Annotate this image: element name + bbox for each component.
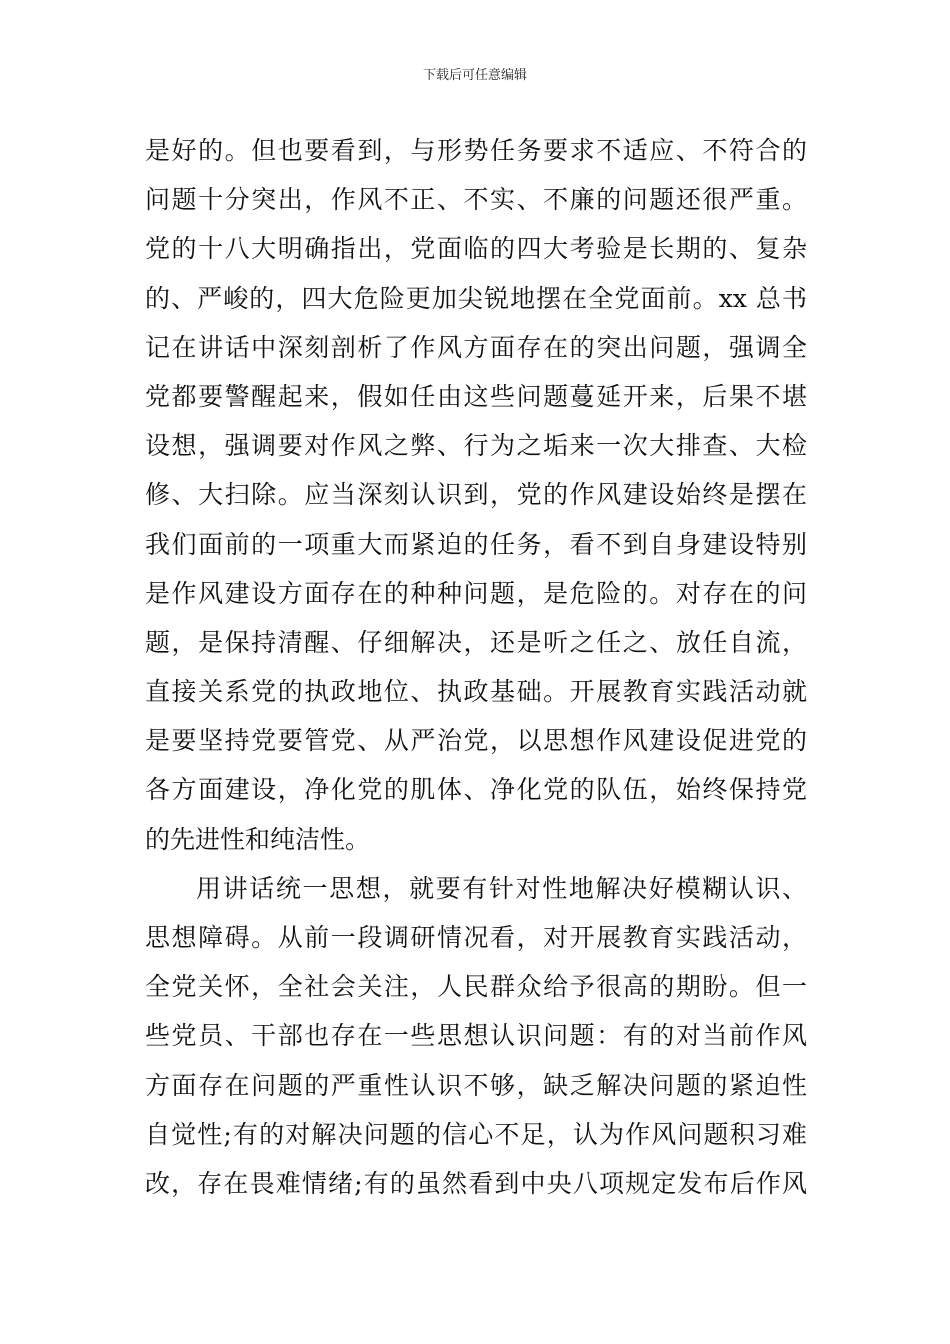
paragraph-2 bbox=[145, 864, 807, 1208]
text-line: 题，是保持清醒、仔细解决，还是听之任之、放任自流， bbox=[145, 627, 807, 657]
text-line: 些党员、干部也存在一些思想认识问题：有的对当前作风 bbox=[145, 1021, 807, 1051]
paragraph-1 bbox=[145, 126, 807, 864]
text-line: 党都要警醒起来，假如任由这些问题蔓延开来，后果不堪 bbox=[145, 381, 807, 411]
text-line: 是要坚持党要管党、从严治党，以思想作风建设促进党的 bbox=[145, 726, 807, 756]
text-line: 问题十分突出，作风不正、不实、不廉的问题还很严重。 bbox=[145, 185, 807, 215]
text-line: 全党关怀，全社会关注，人民群众给予很高的期盼。但一 bbox=[145, 972, 807, 1002]
text-line: 方面存在问题的严重性认识不够，缺乏解决问题的紧迫性 bbox=[145, 1070, 807, 1100]
text-line: 自觉性;有的对解决问题的信心不足，认为作风问题积习难 bbox=[145, 1119, 807, 1149]
text-line: 思想障碍。从前一段调研情况看，对开展教育实践活动， bbox=[145, 923, 807, 952]
text-line: 的先进性和纯洁性。 bbox=[145, 824, 371, 854]
text-line: 直接关系党的执政地位、执政基础。开展教育实践活动就 bbox=[145, 677, 807, 707]
text-line: 党的十八大明确指出，党面临的四大考验是长期的、复杂 bbox=[145, 234, 807, 264]
text-line: 我们面前的一项重大而紧迫的任务，看不到自身建设特别 bbox=[145, 529, 807, 559]
text-line: 记在讲话中深刻剖析了作风方面存在的突出问题，强调全 bbox=[145, 332, 807, 362]
text-line: 是好的。但也要看到，与形势任务要求不适应、不符合的 bbox=[145, 136, 807, 165]
text-line: 用讲话统一思想，就要有针对性地解决好模糊认识、 bbox=[196, 873, 807, 903]
text-line: 的、严峻的，四大危险更加尖锐地摆在全党面前。xx 总书 bbox=[145, 283, 807, 313]
text-line: 修、大扫除。应当深刻认识到，党的作风建设始终是摆在 bbox=[145, 480, 807, 510]
text-line: 改，存在畏难情绪;有的虽然看到中央八项规定发布后作风 bbox=[145, 1168, 807, 1198]
text-line: 各方面建设，净化党的肌体、净化党的队伍，始终保持党 bbox=[145, 775, 807, 805]
text-line: 设想，强调要对作风之弊、行为之垢来一次大排查、大检 bbox=[145, 431, 807, 461]
document-body bbox=[145, 126, 807, 1208]
text-line: 是作风建设方面存在的种种问题，是危险的。对存在的问 bbox=[145, 578, 807, 608]
page-header: 下载后可任意编辑 bbox=[422, 68, 527, 83]
